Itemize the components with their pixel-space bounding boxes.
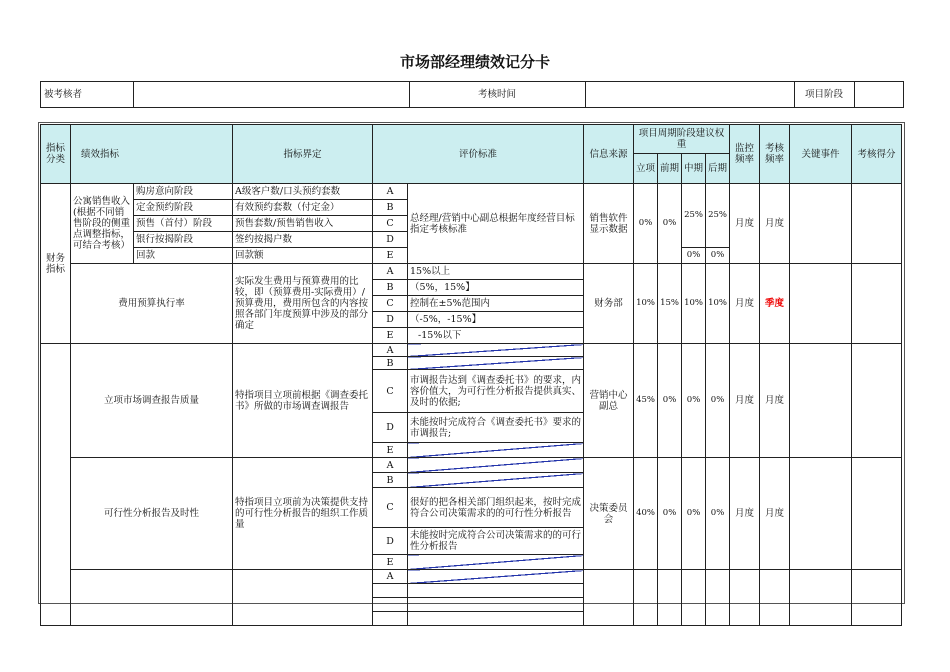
sales-monitor: 月度	[730, 184, 760, 264]
survey-w1: 45%	[634, 344, 658, 458]
grade-label: B	[373, 280, 408, 296]
budget-w4: 10%	[706, 264, 730, 344]
sales-definition: 回款额	[233, 248, 373, 264]
survey-source: 营销中心副总	[584, 344, 634, 458]
category-project	[41, 344, 71, 626]
grade-label: C	[373, 216, 408, 232]
grade-label: C	[373, 488, 408, 528]
sales-source: 销售软件显示数据	[584, 184, 634, 264]
budget-w3: 10%	[682, 264, 706, 344]
next-w2	[658, 570, 682, 626]
budget-events-field[interactable]	[790, 264, 852, 344]
next-score-field[interactable]	[852, 570, 902, 626]
sales-w3b: 0%	[682, 248, 706, 264]
budget-criteria-item: 15%以上	[408, 264, 584, 280]
budget-definition: 实际发生费用与预算费用的比较，即（预算费用-实际费用）/预算费用，费用所包含的内容按照各部门年度预算中涉及的部分确定	[233, 264, 373, 344]
next-criteria-blank	[408, 598, 584, 612]
grade-label: A	[373, 264, 408, 280]
feasibility-criteria-blank	[408, 473, 584, 488]
examinee-field[interactable]	[134, 82, 410, 108]
survey-criteria-blank	[408, 344, 584, 357]
next-criteria-blank	[408, 612, 584, 626]
survey-score-field[interactable]	[852, 344, 902, 458]
page-title: 市场部经理绩效记分卡	[399, 53, 550, 71]
next-source	[584, 570, 634, 626]
assessment-time-field[interactable]	[586, 82, 795, 108]
sales-definition: 预售套数/预售销售收入	[233, 216, 373, 232]
sales-criteria: 总经理/营销中心副总根据年度经营目标指定考核标准	[408, 184, 584, 264]
budget-indicator-name: 费用预算执行率	[71, 264, 233, 344]
sales-stage: 银行按揭阶段	[134, 232, 233, 248]
budget-criteria-item: -15%以下	[408, 328, 584, 344]
budget-w2: 15%	[658, 264, 682, 344]
scorecard-table	[40, 124, 902, 626]
feasibility-w2: 0%	[658, 458, 682, 570]
sales-w3: 25%	[682, 184, 706, 248]
sales-definition: 签约按揭户数	[233, 232, 373, 248]
grade-label	[373, 584, 408, 598]
category-finance: 财务指标	[41, 184, 71, 344]
sales-w2: 0%	[658, 184, 682, 264]
survey-indicator-name: 立项市场调查报告质量	[71, 344, 233, 458]
sales-definition: 有效预约套数（付定金）	[233, 200, 373, 216]
sales-stage: 回款	[134, 248, 233, 264]
next-indicator-name	[71, 570, 233, 626]
budget-criteria-item: （-5%，-15%】	[408, 312, 584, 328]
sales-stage: 购房意向阶段	[134, 184, 233, 200]
grade-label: A	[373, 570, 408, 584]
header-category: 指标分类	[41, 125, 71, 184]
grade-label: C	[373, 370, 408, 413]
header-w4: 后期	[706, 154, 730, 184]
sales-stage: 定金预约阶段	[134, 200, 233, 216]
next-monitor	[730, 570, 760, 626]
grade-label: E	[373, 443, 408, 458]
survey-events-field[interactable]	[790, 344, 852, 458]
feasibility-criteria-c: 很好的把各相关部门组织起来，按时完成符合公司决策需求的的可行性分析报告	[408, 488, 584, 528]
budget-source: 财务部	[584, 264, 634, 344]
budget-score-field[interactable]	[852, 264, 902, 344]
survey-w4: 0%	[706, 344, 730, 458]
sales-w4b: 0%	[706, 248, 730, 264]
next-criteria-blank	[408, 584, 584, 598]
survey-criteria-blank	[408, 443, 584, 458]
header-criteria: 评价标准	[373, 125, 584, 184]
survey-monitor: 月度	[730, 344, 760, 458]
grade-label	[373, 598, 408, 612]
survey-w2: 0%	[658, 344, 682, 458]
grade-label	[373, 612, 408, 626]
project-phase-label: 项目阶段	[795, 82, 855, 108]
examinee-label: 被考核者	[41, 82, 134, 108]
grade-label: D	[373, 528, 408, 555]
grade-label: E	[373, 328, 408, 344]
grade-label: A	[373, 184, 408, 200]
sales-assess: 月度	[760, 184, 790, 264]
header-w2: 前期	[658, 154, 682, 184]
grade-label: C	[373, 296, 408, 312]
sales-stage: 预售（首付）阶段	[134, 216, 233, 232]
header-source: 信息来源	[584, 125, 634, 184]
next-w4	[706, 570, 730, 626]
project-phase-field[interactable]	[855, 82, 904, 108]
grade-label: E	[373, 555, 408, 570]
survey-criteria-blank	[408, 357, 584, 370]
header-events: 关键事件	[790, 125, 852, 184]
budget-criteria-item: （5%，15%】	[408, 280, 584, 296]
grade-label: E	[373, 248, 408, 264]
next-assess	[760, 570, 790, 626]
feasibility-criteria-blank	[408, 555, 584, 570]
feasibility-w3: 0%	[682, 458, 706, 570]
budget-criteria-item: 控制在±5%范围内	[408, 296, 584, 312]
grade-label: B	[373, 473, 408, 488]
survey-w3: 0%	[682, 344, 706, 458]
sales-score-field[interactable]	[852, 184, 902, 264]
header-assess: 考核频率	[760, 125, 790, 184]
info-table	[40, 81, 904, 108]
feasibility-score-field[interactable]	[852, 458, 902, 570]
budget-assess: 季度	[760, 264, 790, 344]
sales-indicator-name: 公寓销售收入(根据不同销售阶段的侧重点调整指标，可结合考核）	[71, 184, 134, 264]
header-w3: 中期	[682, 154, 706, 184]
header-score: 考核得分	[852, 125, 902, 184]
sales-w4: 25%	[706, 184, 730, 248]
grade-label: A	[373, 458, 408, 473]
feasibility-w1: 40%	[634, 458, 658, 570]
grade-label: A	[373, 344, 408, 357]
survey-assess: 月度	[760, 344, 790, 458]
budget-monitor: 月度	[730, 264, 760, 344]
feasibility-indicator-name: 可行性分析报告及时性	[71, 458, 233, 570]
survey-criteria-d: 未能按时完成符合《调查委托书》要求的市调报告;	[408, 413, 584, 443]
header-w1: 立项	[634, 154, 658, 184]
header-monitor: 监控频率	[730, 125, 760, 184]
feasibility-criteria-blank	[408, 458, 584, 473]
feasibility-events-field[interactable]	[790, 458, 852, 570]
sales-definition: A级客户数/口头预约套数	[233, 184, 373, 200]
feasibility-definition: 特指项目立项前为决策提供支持的可行性分析报告的组织工作质量	[233, 458, 373, 570]
assessment-time-label: 考核时间	[410, 82, 586, 108]
next-w1	[634, 570, 658, 626]
next-events-field[interactable]	[790, 570, 852, 626]
feasibility-source: 决策委员会	[584, 458, 634, 570]
grade-label: B	[373, 357, 408, 370]
budget-w1: 10%	[634, 264, 658, 344]
next-criteria-blank	[408, 570, 584, 584]
grade-label: B	[373, 200, 408, 216]
next-w3	[682, 570, 706, 626]
next-definition	[233, 570, 373, 626]
feasibility-w4: 0%	[706, 458, 730, 570]
sales-w1: 0%	[634, 184, 658, 264]
grade-label: D	[373, 312, 408, 328]
feasibility-monitor: 月度	[730, 458, 760, 570]
feasibility-criteria-d: 未能按时完成符合公司决策需求的的可行性分析报告	[408, 528, 584, 555]
sales-events-field[interactable]	[790, 184, 852, 264]
survey-definition: 特指项目立项前根据《调查委托书》所做的市场调查调报告	[233, 344, 373, 458]
header-definition: 指标界定	[233, 125, 373, 184]
header-weight-group: 项目周期阶段建议权重	[634, 125, 730, 154]
header-indicator: 绩效指标	[71, 125, 233, 184]
survey-criteria-c: 市调报告达到《调查委托书》的要求，内容价值大，为可行性分析报告提供真实、及时的依据;	[408, 370, 584, 413]
grade-label: D	[373, 413, 408, 443]
feasibility-assess: 月度	[760, 458, 790, 570]
grade-label: D	[373, 232, 408, 248]
